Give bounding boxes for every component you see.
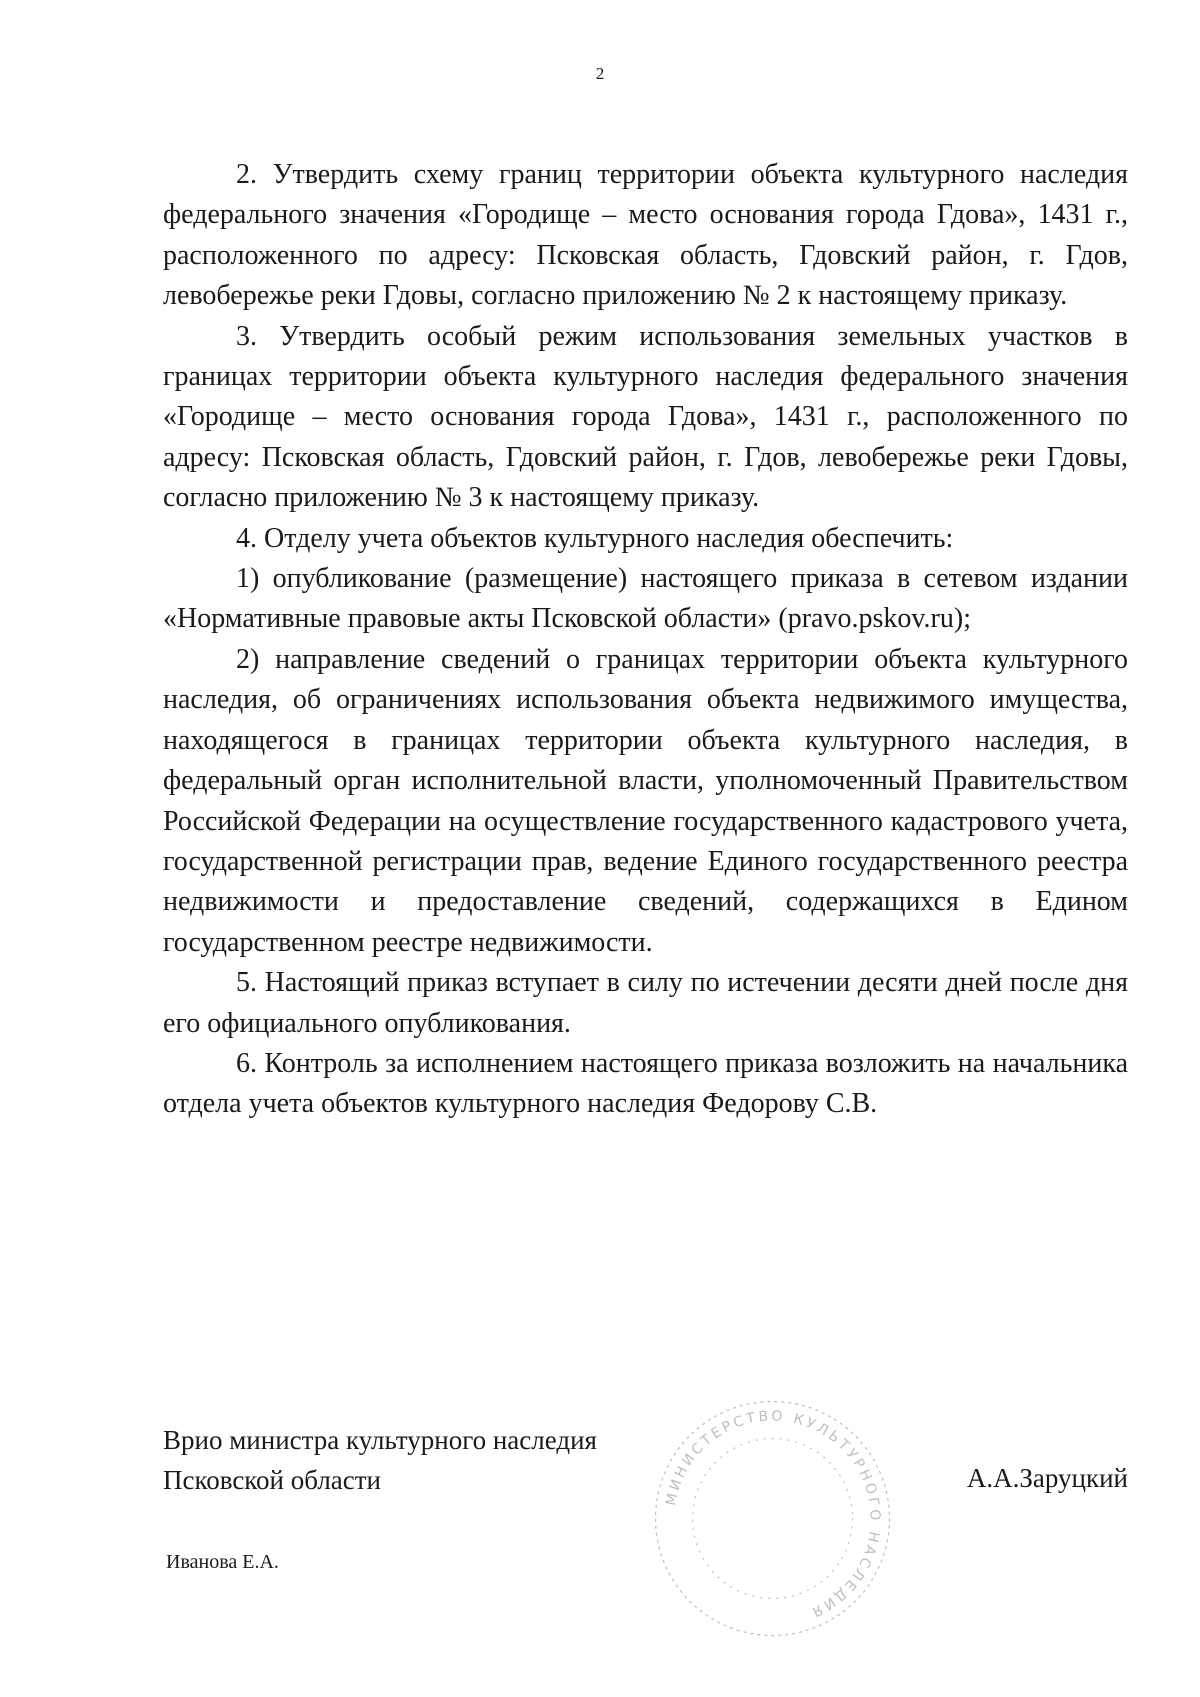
- order-body: [163, 155, 1128, 1125]
- paragraph-subitem-2: 2) направление сведений о границах территории объекта культурного наследия, об ограничениях использования объекта недвижимого имущества, находящегося в границах территории объекта культурного наследия, в федеральный орган исполнительной власти, уполномоченный Правительством Российской Федерации на осуществление государственного кадастрового учета, государственной регистрации прав, ведение Единого государственного реестра недвижимости и предоставление сведений, содержащихся в Едином государственном реестре недвижимости.: [163, 643, 1128, 958]
- paragraph-item-5: 5. Настоящий приказ вступает в силу по истечении десяти дней после дня его официального опубликования.: [163, 967, 1128, 1039]
- official-seal-stamp: [650, 1396, 895, 1641]
- paragraph-subitem-1: 1) опубликование (размещение) настоящего приказа в сетевом издании «Нормативные правовые акты Псковской области» (pravo.pskov.ru);: [163, 563, 1128, 635]
- signer-title: [163, 1420, 597, 1500]
- executor-name: Иванова Е.А.: [166, 1551, 279, 1573]
- signer-title-line-2: Псковской области: [163, 1465, 382, 1495]
- paragraph-item-4: 4. Отделу учета объектов культурного наследия обеспечить:: [236, 522, 954, 554]
- signer-title-line-1: Врио министра культурного наследия: [163, 1425, 597, 1455]
- page-number: 2: [595, 64, 605, 83]
- paragraph-item-2: 2. Утвердить схему границ территории объекта культурного наследия федерального значения «Городище – место основания города Гдова», 1431 г., расположенного по адресу: Псковская область, Гдовский район, г. Гдов, левобережье реки Гдовы, согласно приложению № 2 к настоящему приказу.: [163, 159, 1128, 312]
- signer-name: А.А.Заруцкий: [966, 1463, 1128, 1493]
- svg-text:МИНИСТЕРСТВО КУЛЬТУРНОГО НАСЛЕ: МИНИСТЕРСТВО КУЛЬТУРНОГО НАСЛЕДИЯ: [663, 1408, 883, 1621]
- signature-block: [163, 1420, 1128, 1520]
- paragraph-item-3: 3. Утвердить особый режим использования земельных участков в границах территории объекта культурного наследия федерального значения «Городище – место основания города Гдова», 1431 г., расположенного по адресу: Псковская область, Гдовский район, г. Гдов, левобережье реки Гдовы, согласно приложению № 3 к настоящему приказу.: [163, 320, 1128, 514]
- paragraph-item-6: 6. Контроль за исполнением настоящего приказа возложить на начальника отдела учета объектов культурного наследия Федорову С.В.: [163, 1047, 1128, 1120]
